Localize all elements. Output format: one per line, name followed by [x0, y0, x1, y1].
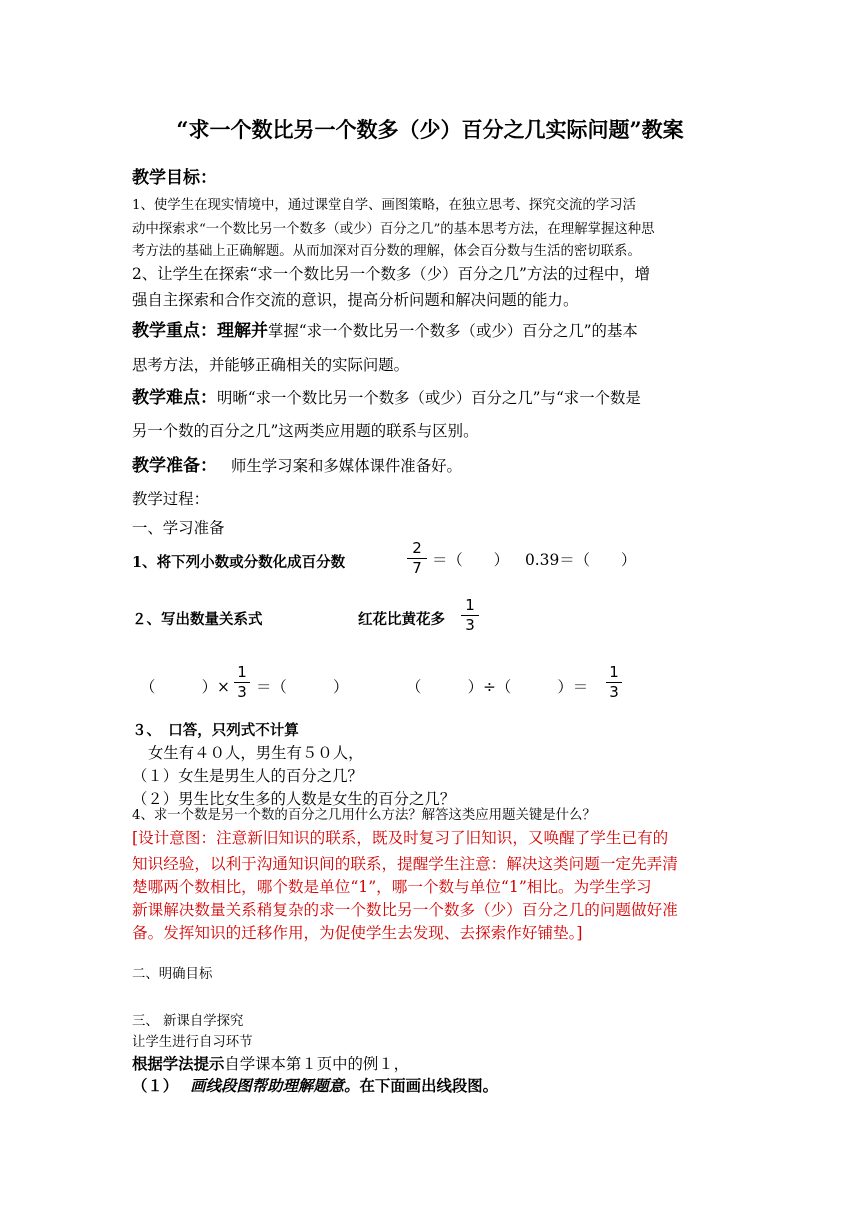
design-intent-line4: 新课解决数量关系稍复杂的求一个数比另一个数多（少）百分之几的问题做好准	[132, 901, 678, 919]
expr1-right: ＝（ ）	[256, 678, 349, 696]
tip-bold: 根据学法提示	[132, 1055, 225, 1073]
q2-label: ２、写出数量关系式	[132, 611, 263, 628]
self-study-line: 让学生进行自习环节	[132, 1035, 253, 1050]
section3-heading: 三、 新课自学探究	[132, 1014, 244, 1029]
goals-item1-line2: 动中探索求“一个数比另一个数多（或少）百分之几”的基本思考方法，在理解掌握这种思	[132, 222, 655, 237]
difficulty-line1-rest: 明晰“求一个数比另一个数多（或少）百分之几”与“求一个数是	[217, 389, 641, 407]
q4: 4、求一个数是另一个数的百分之几用什么方法？解答这类应用题关键是什么？	[132, 808, 596, 823]
expr1-fraction-numerator: 1	[237, 663, 247, 681]
expr2-fraction-numerator: 1	[609, 663, 619, 681]
step1-line	[132, 1071, 498, 1101]
goals-item2-line1: 2、让学生在探索“求一个数比另一个数多（少）百分之几”方法的过程中，增	[132, 265, 651, 283]
q1-decimal: 0.39＝（ ）	[525, 551, 637, 569]
design-intent-line5: 备。发挥知识的迁移作用，为促使学生去发现、去探索作好铺垫。]	[132, 924, 583, 942]
design-intent-line1: [设计意图：注意新旧知识的联系，既及时复习了旧知识，又唤醒了学生已有的	[132, 829, 669, 847]
q3-label: ３、 口答，只列式不计算	[132, 722, 299, 739]
expr2-fraction	[606, 664, 622, 701]
goals-item2-line2: 强自主探索和合作交流的意识，提高分析问题和解决问题的能力。	[132, 291, 579, 309]
design-intent-line2: 知识经验，以利于沟通知识间的联系，提醒学生注意：解决这类问题一定先弄清	[132, 855, 678, 873]
key-line1-rest: 掌握“求一个数比另一个数多（或少）百分之几”的基本	[268, 322, 638, 340]
difficulty-heading: 教学难点：	[132, 388, 217, 408]
q2-fraction-denominator: 3	[465, 616, 475, 634]
tip-rest: 自学课本第１页中的例１，	[224, 1055, 410, 1073]
goals-item1-line3: 考方法的基础上正确解题。从而加深对百分数的理解，体会百分数与生活的密切联系。	[132, 244, 641, 259]
expr1-left: （ ）×	[140, 678, 230, 696]
difficulty-line2: 另一个数的百分之几”这两类应用题的联系与区别。	[132, 422, 479, 440]
expr2-fraction-denominator: 3	[609, 683, 619, 701]
q1-fraction-numerator: 2	[412, 539, 422, 557]
expr1-fraction-denominator: 3	[237, 683, 247, 701]
q1-fraction-denominator: 7	[412, 559, 422, 577]
section1-heading: 一、学习准备	[132, 519, 225, 537]
key-line2: 思考方法，并能够正确相关的实际问题。	[132, 356, 410, 374]
q1-fraction	[407, 540, 427, 577]
key-line1	[132, 316, 638, 346]
q3-sub1: （１）女生是男生人的百分之几？	[132, 767, 363, 785]
prep-text: 师生学习案和多媒体课件准备好。	[231, 457, 462, 475]
design-intent-line3: 楚哪两个数相比，哪个数是单位“1”，哪一个数与单位“1”相比。为学生学习	[132, 878, 652, 896]
q1-equation: ＝（ ）	[432, 551, 509, 569]
q3-given: 女生有４０人，男生有５０人，	[148, 744, 364, 762]
step1-number: （１）	[132, 1077, 179, 1095]
prep-heading: 教学准备：	[132, 456, 217, 476]
step1-rest: 在下面画出线段图。	[359, 1077, 499, 1095]
step1-bold: 画线段图帮助理解题意。	[190, 1077, 360, 1095]
prep-line	[132, 451, 462, 481]
expr2: （ ）÷（ ）＝	[406, 678, 589, 696]
difficulty-line1	[132, 383, 641, 413]
q2-fraction	[461, 597, 479, 634]
goals-item1-line1: 1、使学生在现实情境中，通过课堂自学、画图策略，在独立思考、探究交流的学习活	[132, 198, 636, 213]
q2-fraction-numerator: 1	[465, 596, 475, 614]
document-title: “求一个数比另一个数多（少）百分之几实际问题”教案	[176, 117, 684, 142]
q3-sub2: （２）男生比女生多的人数是女生的百分之几？	[132, 790, 456, 808]
expr1-fraction	[234, 664, 250, 701]
goals-heading: 教学目标：	[132, 168, 217, 188]
q1-label: 1、将下列小数或分数化成百分数	[132, 554, 346, 571]
process-heading: 教学过程：	[132, 490, 209, 508]
key-bold-part: 理解并	[217, 321, 268, 341]
section2-heading: 二、明确目标	[132, 967, 213, 982]
key-heading: 教学重点：	[132, 321, 217, 341]
q2-phrase: 红花比黄花多	[358, 611, 445, 628]
